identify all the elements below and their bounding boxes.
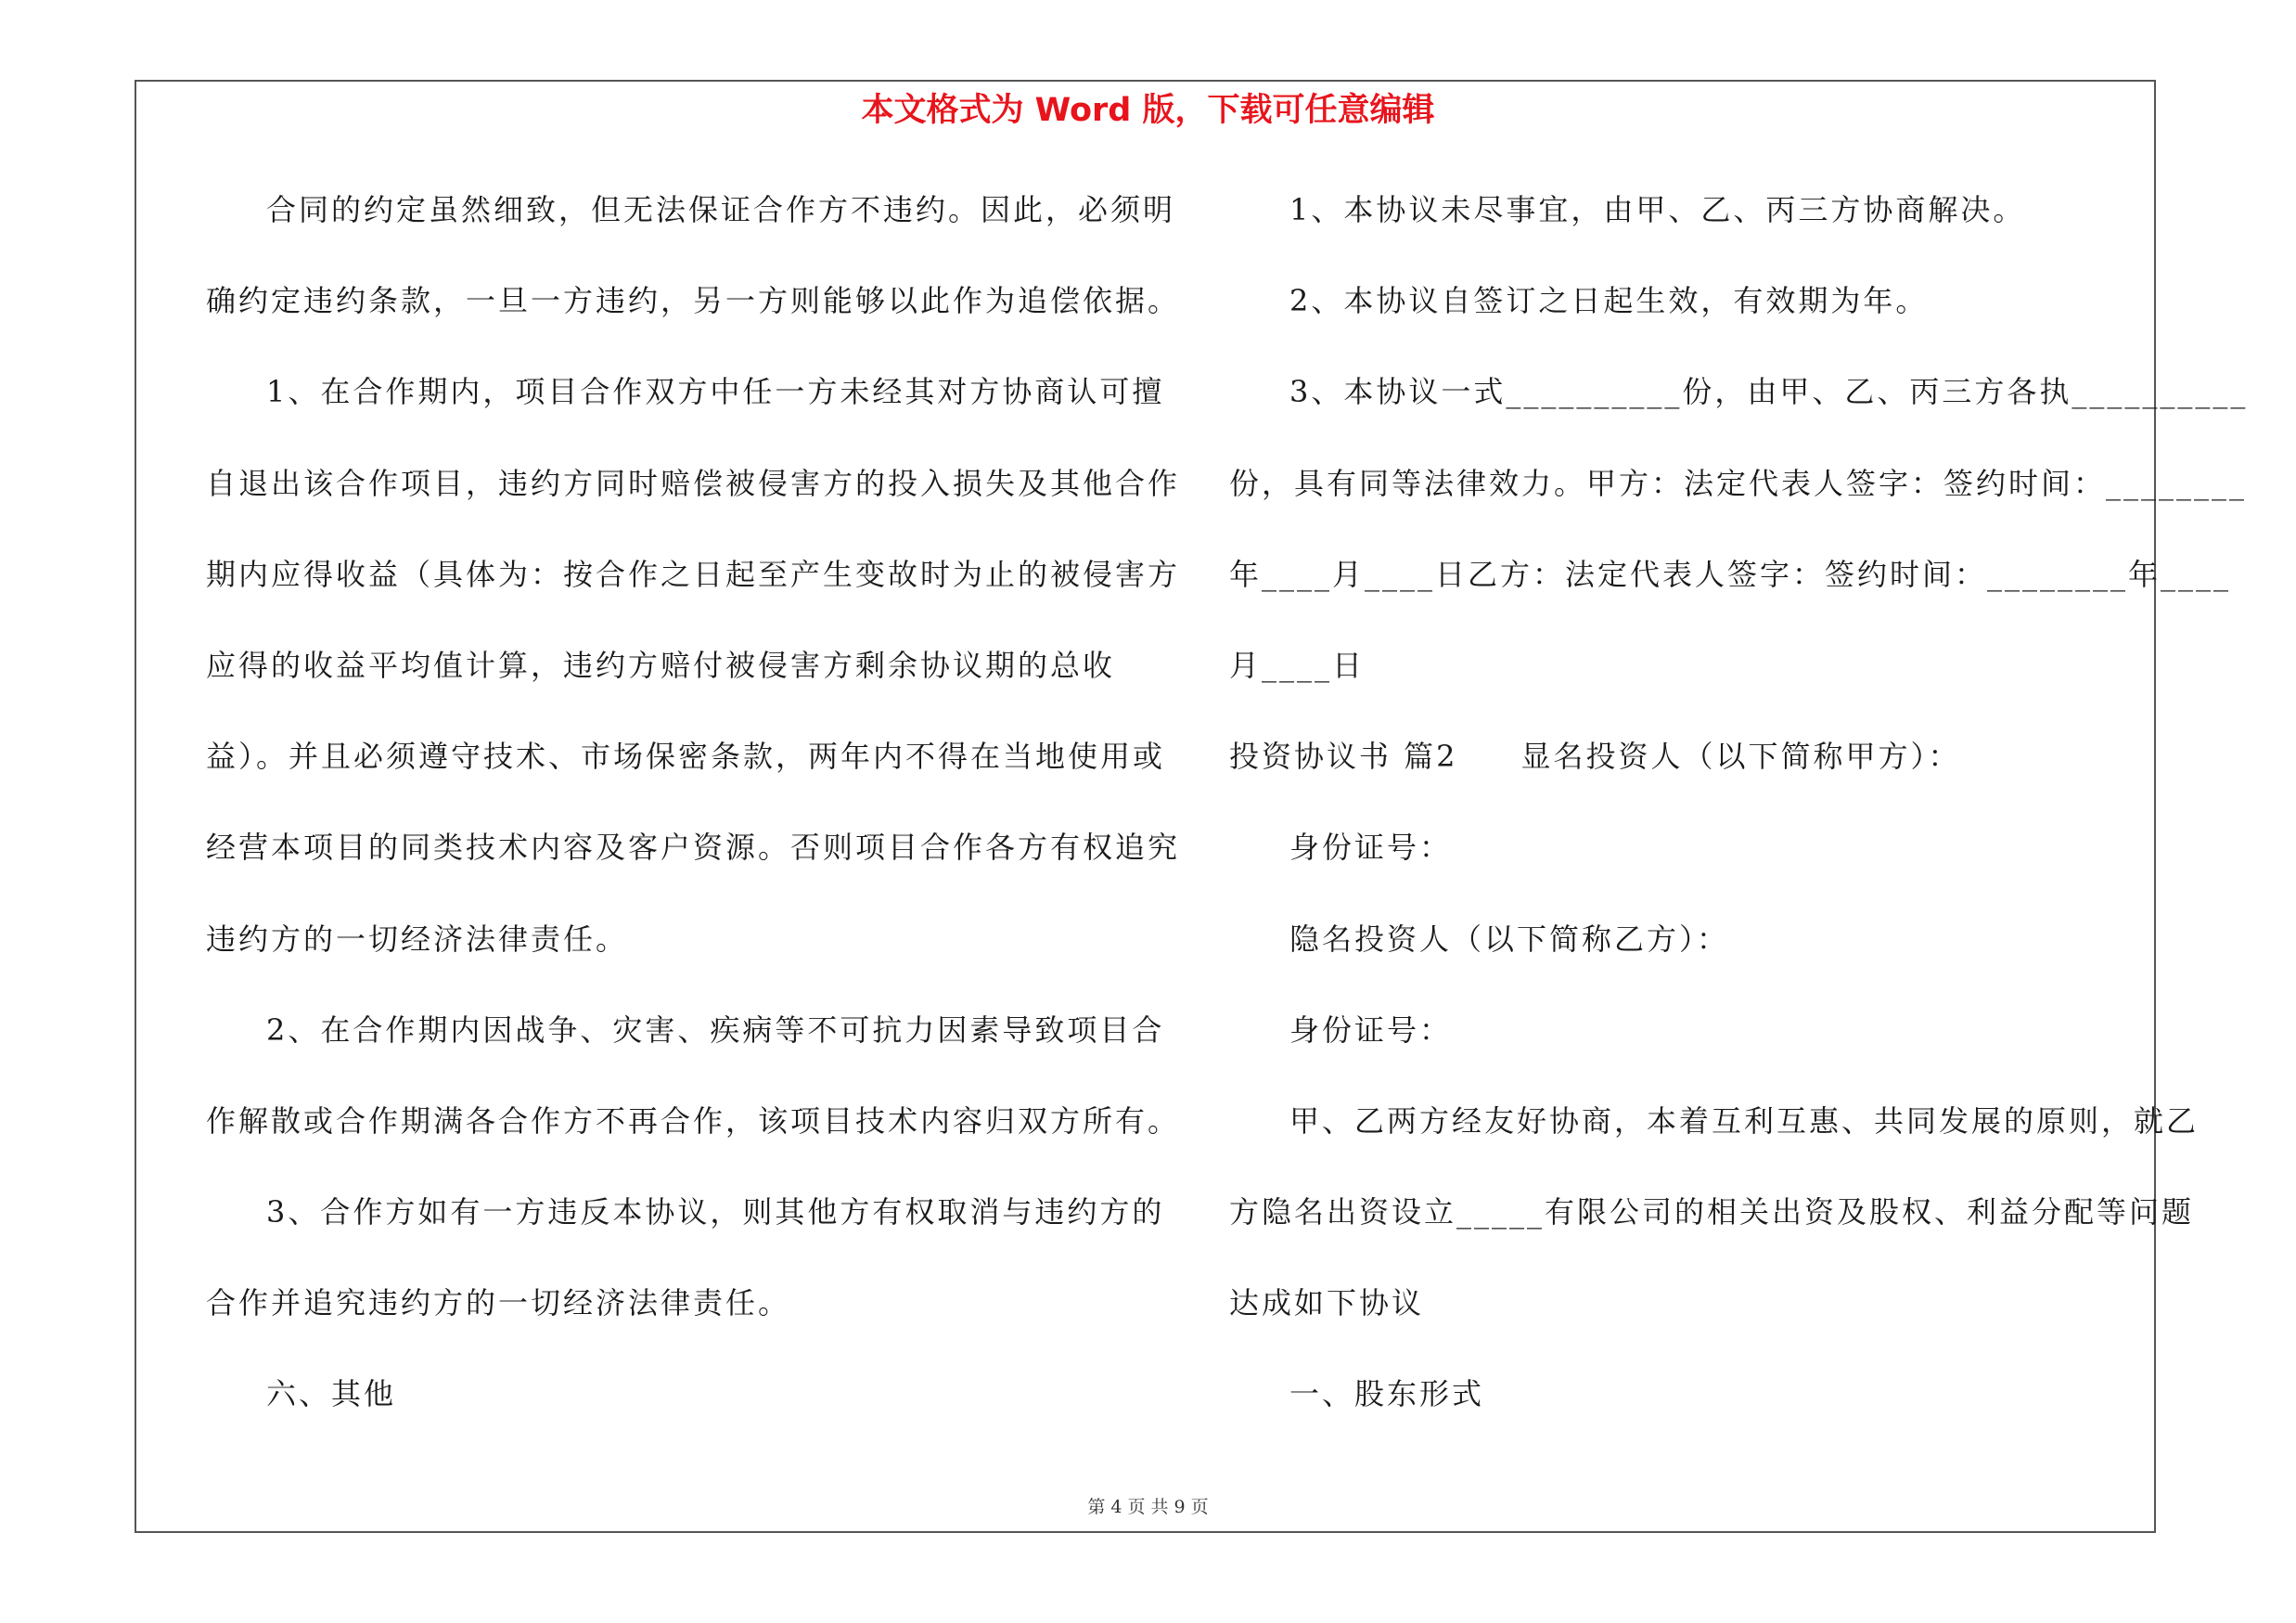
section-heading-other: 六、其他 xyxy=(266,1376,397,1412)
named-investor-label: 显名投资人（以下简称甲方）： xyxy=(1520,739,1961,775)
page-number: 第 4 页 共 9 页 xyxy=(1087,1497,1209,1517)
paragraph-line: 达成如下协议 xyxy=(1229,1285,1425,1321)
document-title-line xyxy=(1229,729,2157,820)
paragraph-line: 期内应得收益（具体为：按合作之日起至产生变故时为止的被侵害方 xyxy=(206,556,1181,592)
paragraph-line: 合作并追究违约方的一切经济法律责任。 xyxy=(206,1285,791,1321)
paragraph-line: 作解散或合作期满各合作方不再合作，该项目技术内容归双方所有。 xyxy=(206,1102,1181,1139)
signature-line: 份，具有同等法律效力。甲方：法定代表人签字：签约时间：________ xyxy=(1229,465,2248,501)
signature-line: 年____月____日乙方：法定代表人签字：签约时间：________年____ xyxy=(1229,556,2232,592)
paragraph-line: 益）。并且必须遵守技术、市场保密条款，两年内不得在当地使用或 xyxy=(206,739,1166,775)
paragraph-line: 经营本项目的同类技术内容及客户资源。否则项目合作各方有权追究 xyxy=(206,830,1181,866)
id-number-label: 身份证号： xyxy=(1289,1011,1453,1048)
left-column xyxy=(206,183,1181,1459)
clause-2-line: 2、在合作期内因战争、灾害、疾病等不可抗力因素导致项目合 xyxy=(266,1011,1165,1048)
paragraph-line: 确约定违约条款，一旦一方违约，另一方则能够以此作为追偿依据。 xyxy=(206,283,1181,319)
silent-investor-label: 隐名投资人（以下简称乙方）： xyxy=(1289,921,1730,957)
clause-3-line: 3、合作方如有一方违反本协议，则其他方有权取消与违约方的 xyxy=(266,1194,1165,1230)
paragraph-line: 违约方的一切经济法律责任。 xyxy=(206,921,629,957)
paragraph-line: 合同的约定虽然细致，但无法保证合作方不违约。因此，必须明 xyxy=(266,192,1176,227)
document-title: 投资协议书 篇2 xyxy=(1229,739,1458,775)
clause-2-line: 2、本协议自签订之日起生效，有效期为年。 xyxy=(1289,283,1929,319)
clause-1-line: 1、在合作期内，项目合作双方中任一方未经其对方协商认可擅 xyxy=(266,374,1165,410)
clause-3-line: 3、本协议一式__________份，由甲、乙、丙三方各执__________ xyxy=(1289,374,2249,410)
format-banner: 本文格式为 Word 版，下载可任意编辑 xyxy=(861,92,1435,129)
right-column xyxy=(1229,183,2249,1459)
paragraph-line: 自退出该合作项目，违约方同时赔偿被侵害方的投入损失及其他合作 xyxy=(206,465,1181,501)
clause-1-line: 1、本协议未尽事宜，由甲、乙、丙三方协商解决。 xyxy=(1289,192,2026,227)
signature-line: 月____日 xyxy=(1229,647,1366,683)
section-heading-shareholder: 一、股东形式 xyxy=(1289,1376,1485,1412)
paragraph-line: 应得的收益平均值计算，违约方赔付被侵害方剩余协议期的总收 xyxy=(206,647,1116,683)
paragraph-line: 甲、乙两方经友好协商，本着互利互惠、共同发展的原则，就乙 xyxy=(1289,1102,2200,1139)
paragraph-line: 方隐名出资设立_____有限公司的相关出资及股权、利益分配等问题 xyxy=(1229,1194,2195,1230)
id-number-label: 身份证号： xyxy=(1289,830,1453,866)
